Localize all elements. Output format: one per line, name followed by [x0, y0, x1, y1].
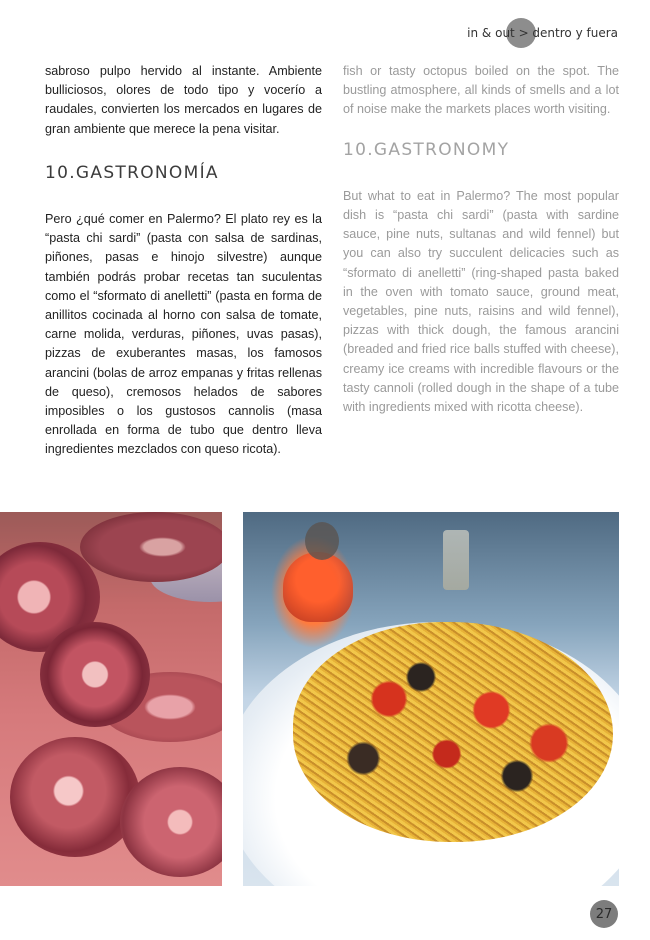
octopus-photo: [0, 512, 222, 886]
background-diner-head: [305, 522, 339, 560]
section-label: in & out > dentro y fuera: [467, 26, 618, 40]
english-body-paragraph: But what to eat in Palermo? The most popular dish is “pasta chi sardi” (pasta with sardine sauce, pine nuts, sultanas and wild fennel) but you can also try succulent delicacies such as “sformato di anelletti” (ring-shaped pasta baked in the oven with tomato sauce, ground meat, vegetables, pine nuts, raisins and wild fennel), pizzas with thick dough, the famous arancini (breaded and fried rice balls stuffed with cheese), creamy ice creams with incredible flavours or the tasty cannoli (rolled dough in the shape of a tube with ingredients mixed with ricotta cheese).: [343, 188, 619, 415]
background-glass: [443, 530, 469, 590]
spanish-intro-paragraph: sabroso pulpo hervido al instante. Ambiente bulliciosos, olores de todo tipo y vocerío a raudales, convierten los mercados en lugares de gran ambiente que merece la pena visitar.: [45, 64, 322, 136]
tentacle-shape: [80, 512, 222, 582]
tentacle-shape: [10, 737, 140, 857]
spanish-column: [45, 62, 322, 460]
section-header: [467, 18, 650, 48]
pasta-photo: [243, 512, 619, 886]
english-column: [343, 62, 619, 417]
background-diner: [283, 552, 353, 622]
english-section-heading: 10.GASTRONOMY: [343, 139, 510, 160]
page-number-badge: [590, 900, 618, 928]
tentacle-shape: [120, 767, 222, 877]
spanish-body-paragraph: Pero ¿qué comer en Palermo? El plato rey es la “pasta chi sardi” (pasta con salsa de sardinas, piñones, pasas e hinojo silvestre) aunque también podrás probar recetas tan suculentas como el “sformato di anelletti” (pasta en forma de anillitos cocinada al horno con salsa de tomate, carne molida, verduras, piñones, uvas pasas), pizzas de exuberantes masas, los famosos arancini (bolas de arroz empanas y fritas rellenas de queso), cremosos helados de sabores imposibles o los gustosos cannolis (masa enrollada en forma de tubo que dentro lleva ingredientes mezclados con queso ricota).: [45, 212, 322, 457]
english-intro-paragraph: fish or tasty octopus boiled on the spot. The bustling atmosphere, all kinds of smells and a lot of noise make the markets places worth visiting.: [343, 64, 619, 117]
spanish-section-heading: 10.GASTRONOMÍA: [45, 162, 219, 183]
page-number: 27: [595, 906, 613, 922]
tentacle-shape: [40, 622, 150, 727]
pasta-dish: [293, 622, 613, 842]
